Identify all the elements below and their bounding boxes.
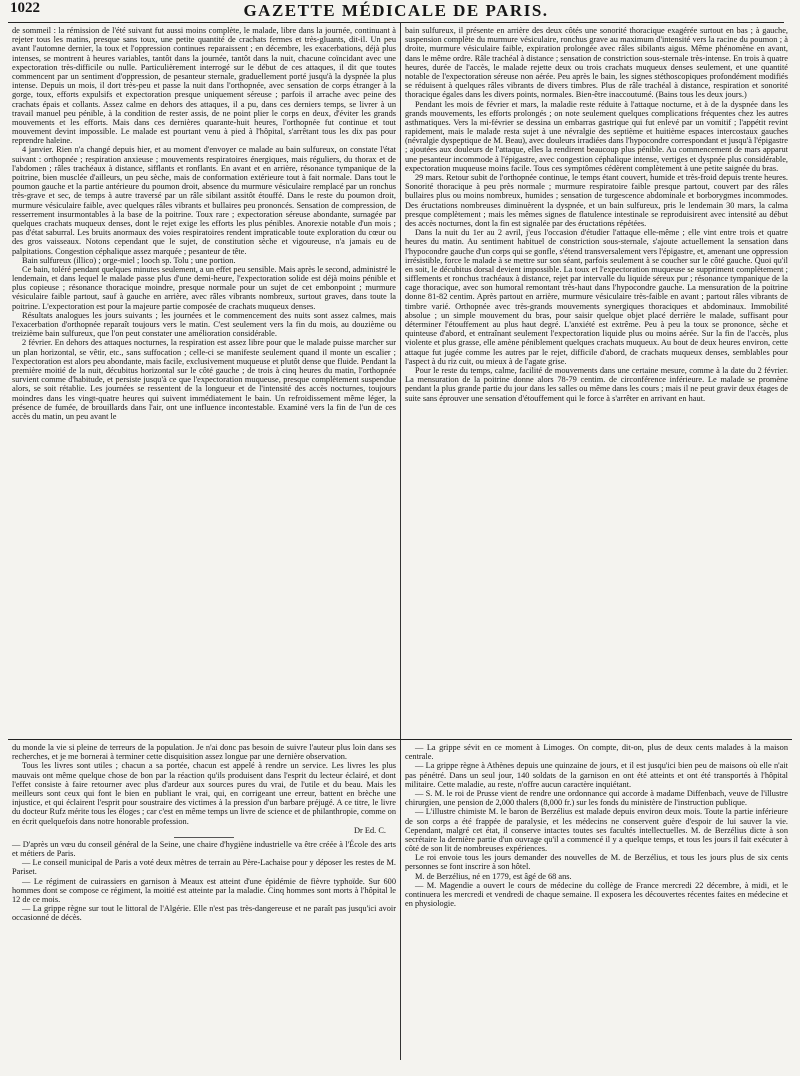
- paragraph: Tous les livres sont utiles ; chacun a sa portée, chacun est appelé à rendre un service. Les livres les plus mauvais ont même quelque chose de bon par la réaction qu'ils produisent dans l'esprit du lecteur éclairé, et dont l'effet consiste à faire retourner avec plus d'ardeur aux sources pures du vrai, de l'utile et du beau. Mais les meilleurs sont ceux qui font le bien en publiant le vrai, qui, en corrigeant une erreur, battent en brèche une injustice, et qui éclairent l'esprit pour soustraire des victimes à la pression d'un barbare préjugé. A ce titre, le livre du docteur Rufz mérite tous les éloges ; car c'est en même temps un livre de science et de philanthropie, comme on en écrit quelquefois dans notre honorable profession.: [12, 761, 396, 826]
- news-item: — La grippe règne sur tout le littoral de l'Algérie. Elle n'est pas très-dangereuse et ne paraît pas jusqu'ici avoir occasionné de décès.: [12, 904, 396, 923]
- paragraph: 29 mars. Retour subit de l'orthopnée continue, le temps étant couvert, humide et très-froid depuis trente heures. Sonorité thoracique à peu près normale ; murmure respiratoire faible presque partout, couvert par des râles bullaires plus ou moins nombreux, humides ; sensation de turgescence abdominale et borborygmes incommodes. Des éructations nombreuses diminuèrent la dyspnée, et un bain sulfureux, pris le lendemain 30 mars, la calma presque complètement ; mais les mêmes signes de flatulence intestinale se reproduisirent avec intensité au début des accès nocturnes, dont la fin est signalée par des éructations répétées.: [405, 173, 788, 228]
- page-number: 1022: [10, 0, 40, 16]
- paragraph: Bain sulfureux (illico) ; orge-miel ; looch sp. Tolu ; une portion.: [22, 255, 236, 265]
- news-item: — L'illustre chimiste M. le baron de Berzélius est malade depuis environ deux mois. Toute la partie inférieure de son corps a été frappée de paralysie, et les médecins ne conservent guère d'espoir de lui sauver la vie. Cependant, malgré cet état, il conserve intactes toutes ses facultés intellectuelles. M. de Berzélius dicte à son secrétaire la dernière partie d'un ouvrage qu'il a commencé il y a quelque temps, et tous les jours il fait exécuter à côté de son lit de nombreuses expériences.: [405, 807, 788, 854]
- news-item: — S. M. le roi de Prusse vient de rendre une ordonnance qui accorde à madame Diffenbach, veuve de l'illustre chirurgien, une pension de 2,000 thalers (8,000 fr.) sur les fonds du ministère de l'instruction publique.: [405, 788, 788, 808]
- feuilleton-column-right: [400, 740, 792, 1060]
- paragraph: bain sulfureux, il présente en arrière des deux côtés une sonorité thoracique exagérée surtout en bas ; à gauche, suspension complète du murmure vésiculaire, ronchus grave au maximum d'intensité vers la racine du poumon ; à droite, murmure vésiculaire faible, expiration prolongée avec râles sibilants aigus. Même phénomène en avant, dans le même ordre. Râle trachéal à distance ; sensation de constriction sous-sternale très-intense. En trois à quatre heures, durée de l'accès, le malade rejette deux ou trois crachats muqueux denses seulement, et une quantité notable de l'expectoration séreuse non aérée. Peu après le bain, les signes stéthoscopiques profondément modifiés se réduisent à quelques râles vibrants de divers timbres. Plus de râle trachéal à distance, respiration et sonorité thoracique égales dans les divers points, normales. Bien-être inaccoutumé. (Bains tous les deux jours.): [405, 26, 788, 100]
- page-title: GAZETTE MÉDICALE DE PARIS.: [243, 1, 549, 20]
- author-signature: Dr Ed. C.: [354, 825, 386, 835]
- paragraph: Dans la nuit du 1er au 2 avril, j'eus l'occasion d'étudier l'attaque elle-même ; elle vint entre trois et quatre heures du matin. Au sentiment habituel de constriction sous-sternale, s'ajoute actuellement la sensation dans l'hypocondre gauche d'un corps qui se gonfle, s'étend transversalement vers l'épigastre, et, amenant une oppression irrésistible, force le malade à se mettre sur son séant, parfois seulement à se coucher sur le côté gauche. Quoi qu'il en soit, le décubitus dorsal devient impossible. La toux et l'expectoration muqueuse se suppriment complètement ; sifflements et ronchus trachéaux à distance, rejet par intervalle du liquide séreux pur ; résonance tympanique de la cage thoracique, avec son humoral remontant très-haut dans l'hypocondre gauche. La mensuration de la poitrine donne 81-82 centim. Après partout en arrière, murmure vésiculaire très-faible en avant ; partout râles vibrants de timbre varié. Orthopnée avec très-grands mouvements synergiques thoraciques et abdominaux. Immobilité absolue ; un simple mouvement du bras, pour saisir quelque objet placé derrière le malade, suffisant pour déterminer l'étouffement au plus haut degré. L'anxiété est extrême. Peu à peu la toux se prononce, sèche et quinteuse d'abord, et entraînant seulement l'expectoration liquide plus ou moins aérée. Sur la fin de l'accès, plus violente et plus grasse, elle amène péniblement quelques crachats muqueux. Au bout de deux heures environ, cette attaque fut jugée comme les autres par le rejet, difficile d'abord, de crachats muqueux denses, semblables pour l'aspect à du riz cuit, ou mieux à de l'agate grise.: [405, 228, 788, 366]
- paragraph: 4 janvier. Rien n'a changé depuis hier, et au moment d'envoyer ce malade au bain sulfureux, on constate l'état suivant : orthopnée ; respiration anxieuse ; mouvements respiratoires énergiques, mais réguliers, du thorax et de l'abdomen ; râles trachéaux à distance, sifflants et ronflants. En avant et en arrière, résonance tympanique de la poitrine, bien musclée d'ailleurs, un peu sèche, mais de conformation extérieure tout à fait normale. Dans tout le poumon gauche et la partie antérieure du poumon droit, absence du murmure vésiculaire remplacé par un ronchus très-grave et sec, de temps à autre traversé par un râle sibilant assitôt étouffé. Dans le reste du poumon droit, murmure vésiculaire faible, avec quelques râles vibrants et bullaires peu prononcés. Sensation de compression, de resserrement insurmontables à la base de la poitrine. Toux rare ; expectoration séreuse abondante, surnagée par quelques crachats muqueux denses, dont le rejet exige les efforts les plus pénibles. Anorexie notable d'un mois ; pas d'état saburral. Les bruits anormaux des voies respiratoires rendent impraticable toute exploration du cœur ou des gros vaisseaux. Notons cependant que le sujet, de constitution sèche et vigoureuse, n'a jamais eu de palpitations. Congestion céphalique assez marquée ; pesanteur de tête.: [12, 145, 396, 256]
- article-column-left: [8, 23, 400, 739]
- paragraph: Ce bain, toléré pendant quelques minutes seulement, a un effet peu sensible. Mais après le second, administré le lendemain, et dans lequel le malade passe plus d'une demi-heure, l'expectoration solide est déjà moins pénible et plus copieuse ; résonance thoracique moindre, presque normale pour un sujet de cet embonpoint ; murmure vésiculaire faible partout, sauf à gauche en arrière, avec râles vibrants nombreux, surtout graves, dans toute la poitrine. L'expectoration est pour la majeure partie composée de crachats muqueux denses.: [12, 264, 396, 311]
- feuilleton-column-left: [8, 740, 400, 1060]
- article-column-right: [400, 23, 792, 739]
- news-item: — D'après un vœu du conseil général de la Seine, une chaire d'hygiène industrielle va être créée à l'École des arts et métiers de Paris.: [12, 837, 396, 858]
- paragraph: Pendant les mois de février et mars, la maladie reste réduite à l'attaque nocturne, et à de la dyspnée dans les grands mouvements, les efforts prolongés ; on note seulement quelques complications fréquentes chez les autres asthmatiques. Vers la mi-février se dessina un embarras gastrique qui fut enlevé par un vomitif ; l'appétit revint rapidement, mais le malade resta sujet à une névralgie des septième et huitième espaces intercostaux gauches (névralgie dyspeptique de M. Beau), avec douleurs irradiées dans l'hypocondre correspondant et jusqu'à l'épigastre ; ajoutées aux douleurs de l'attaque, elles la rendirent beaucoup plus pénible. Au commencement de mars apparut une pesanteur incommode à l'épigastre, avec congestion céphalique intense, vertiges et dyspnée plus considérable, expectoration muqueuse moins facile. Tous ces symptômes cédèrent complètement à une petite saignée du bras.: [405, 99, 788, 173]
- news-item: — La grippe règne à Athènes depuis une quinzaine de jours, et il est jusqu'ici bien peu de maisons où elle n'ait pas pénétré. Dans un seul jour, 140 soldats de la garnison en ont été atteints et ont été transportés à l'hôpital militaire. Cette maladie, au reste, n'offre aucun caractère inquiétant.: [405, 761, 788, 789]
- paragraph: du monde la vie si pleine de terreurs de la population. Je n'ai donc pas besoin de suivre l'auteur plus loin dans ses recherches, et je me bornerai à terminer cette disquisition assez longue par une dernière observation.: [12, 743, 396, 762]
- news-item: — Le conseil municipal de Paris a voté deux mètres de terrain au Père-Lachaise pour y déposer les restes de M. Pariset.: [12, 858, 396, 877]
- feuilleton-section: [8, 739, 792, 1060]
- news-item: — La grippe sévit en ce moment à Limoges. On compte, dit-on, plus de deux cents malades à la maison centrale.: [405, 743, 788, 762]
- article-section: [8, 23, 792, 739]
- page-header: [8, 0, 784, 23]
- news-item: — Le régiment de cuirassiers en garnison à Meaux est atteint d'une épidémie de fièvre typhoïde. Sur 600 hommes dont se compose ce régiment, la moitié est atteinte par la maladie. Cinq hommes sont morts à l'hôpital le 12 de ce mois.: [12, 876, 396, 904]
- news-item: Le roi envoie tous les jours demander des nouvelles de M. de Berzélius, et tous les jours plus de six cents personnes se font inscrire à son hôtel.: [405, 853, 788, 872]
- news-item: M. de Berzélius, né en 1779, est âgé de 68 ans.: [415, 871, 572, 881]
- news-item: — M. Magendie a ouvert le cours de médecine du collège de France mercredi 22 décembre, à midi, et le continuera les mercredi et vendredi de chaque semaine. Il exposera les découvertes récentes faites en médecine et en physiologie.: [405, 880, 788, 909]
- paragraph: de sommeil : la rémission de l'été suivant fut aussi moins complète, le malade, libre dans la journée, continuant à rejeter tous les matins, presque sans toux, une petite quantité de crachats fermes et très-gluants, dit-il. Un peu avant l'automne dernier, la toux et l'oppression continues reparaissent ; en décembre, les exacerbations, déjà plus intenses, se montrent à heures variables, tantôt dans la journée, tantôt dans la nuit, chacune coïncidant avec une expectoration très-difficile ou nulle. Particulièrement interrogé sur le début de ces attaques, il dit que toutes commencent par un sentiment d'oppression, de pesanteur sternale, graduellement porté jusqu'à la dyspnée la plus intense. Depuis un mois, il dort très-peu et passe la nuit dans l'orthopnée, avec sensation de corps étranger à la gorge, toux, efforts expulsifs et expectoration presque uniquement séreuse ; parfois il arrache avec peine des crachats épais et collants. Assez calme en dehors des attaques, il a pu, dans ces derniers temps, se livrer à un travail manuel peu pénible, à la condition de rester assis, de ne point plier le corps en deux, d'éviter les grands mouvements et les efforts. Mais dans ces dernières quarante-huit heures, l'orthopnée fut continue et tout mouvement devint impossible. Le malade est pourtant venu à pied à l'hôpital, s'arrêtant tous les dix pas pour reprendre haleine.: [12, 26, 396, 146]
- paragraph: Résultats analogues les jours suivants ; les journées et le commencement des nuits sont assez calmes, mais l'exacerbation d'orthopnée reparaît toujours vers le matin. C'est seulement vers la fin du mois, au douzième ou treizième bain sulfureux, que l'on peut constater une amélioration considérable.: [12, 310, 396, 339]
- paragraph: Pour le reste du temps, calme, facilité de mouvements dans une certaine mesure, comme à la date du 2 février. La mensuration de la poitrine donne alors 78-79 centim. de circonférence inférieure. Le malade se promène pendant la plus grande partie du jour dans les salles ou même dans les cours ; mais il ne peut gravir deux étages de suite sans éprouver une sensation d'étouffement qui le force à s'arrêter en arrivant en haut.: [405, 365, 788, 403]
- paragraph: 2 février. En dehors des attaques nocturnes, la respiration est assez libre pour que le malade puisse marcher sur un plan horizontal, se vêtir, etc., sans suffocation ; celle-ci se manifeste seulement quand il monte un escalier ; l'expectoration est alors peu abondante, mais facile, exclusivement muqueuse et plutôt dense que fluide. Pendant la première moitié de la nuit, décubitus horizontal sur le côté gauche ; de trois à cinq heures du matin, l'orthopnée survient comme d'habitude, et persiste jusqu'à ce que l'expectoration muqueuse, presque complètement suspendue alors, se soit rétablie. Les journées se ressentent de la longueur et de l'intensité des accès nocturnes, toujours moindres dans les vingt-quatre heures qui suivent immédiatement le bain. Un refroidissement même léger, la présence de fumée, de brouillards dans l'air, ont une influence incontestable. Examiné vers la fin de l'un de ces accès du matin, un peu avant le: [12, 338, 396, 421]
